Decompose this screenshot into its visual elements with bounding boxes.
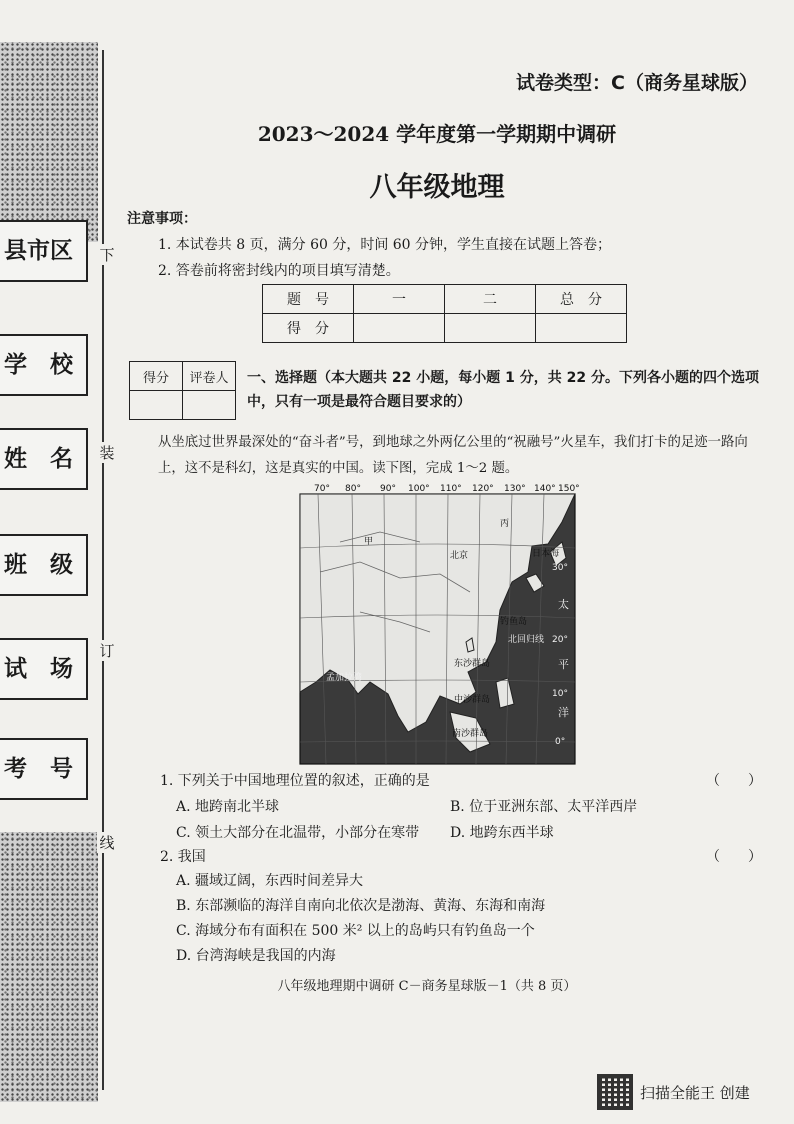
score-header-part2: 二 xyxy=(445,285,536,314)
score-header-part1: 一 xyxy=(354,285,445,314)
lon-label: 90° xyxy=(380,484,396,494)
label-pacific-3: 洋 xyxy=(558,706,569,719)
lon-label: 150° xyxy=(558,484,580,494)
field-exam-number: 考 号 xyxy=(0,738,88,800)
field-class: 班 级 xyxy=(0,534,88,596)
label-sea-of-japan: 日本海 xyxy=(532,549,560,559)
label-tropic: 北回归线 xyxy=(508,635,545,645)
binding-pattern-bottom xyxy=(0,832,98,1102)
lon-label: 130° xyxy=(504,484,526,494)
grader-score-label: 得分 xyxy=(130,362,183,391)
label-dongsha: 东沙群岛 xyxy=(454,659,491,669)
label-bay-of-bengal: 孟加拉湾 xyxy=(326,673,363,683)
score-cell[interactable] xyxy=(536,314,627,343)
map-svg xyxy=(300,482,580,764)
section-heading: 一、选择题（本大题共 22 小题，每小题 1 分，共 22 分。下列各小题的四个选项中，只有一项是最符合题目要求的） xyxy=(247,370,759,410)
notes-heading: 注意事项： xyxy=(127,211,197,227)
china-location-map xyxy=(300,482,580,764)
note-2: 2. 答卷前将密封线内的项目填写清楚。 xyxy=(158,263,400,279)
lon-label: 80° xyxy=(345,484,361,494)
paper-type: 试卷类型：C（商务星球版） xyxy=(516,72,758,94)
question-2-option-a: A. 疆域辽阔，东西时间差异大 xyxy=(176,873,364,889)
label-bing: 丙 xyxy=(500,519,510,529)
seal-word-4: 线 xyxy=(97,832,117,853)
label-zhongsha: 中沙群岛 xyxy=(454,695,491,705)
score-cell[interactable] xyxy=(354,314,445,343)
lon-label: 140° xyxy=(534,484,556,494)
question-2-option-c: C. 海域分布有面积在 500 米² 以上的岛屿只有钓鱼岛一个 xyxy=(176,923,535,939)
question-1-option-a: A. 地跨南北半球 xyxy=(176,799,280,815)
label-pacific-1: 太 xyxy=(558,598,569,611)
label-diaoyu: 钓鱼岛 xyxy=(500,617,528,627)
grader-table xyxy=(129,361,236,420)
score-header-total: 总 分 xyxy=(536,285,627,314)
grader-name-label: 评卷人 xyxy=(183,362,236,391)
score-table xyxy=(262,284,627,343)
lat-label: 20° xyxy=(552,635,568,645)
label-nansha: 南沙群岛 xyxy=(452,729,489,739)
label-jia: 甲 xyxy=(364,537,374,547)
page-footer: 八年级地理期中调研 C－商务星球版－1（共 8 页） xyxy=(277,979,577,994)
lon-label: 110° xyxy=(440,484,462,494)
question-intro: 从坐底过世界最深处的“奋斗者”号，到地球之外两亿公里的“祝融号”火星车，我们打卡的足迹一路向上，这不是科幻，这是真实的中国。读下图，完成 1～2 题。 xyxy=(158,435,748,476)
lat-label: 30° xyxy=(552,563,568,573)
grader-name-cell[interactable] xyxy=(183,391,236,420)
scanner-watermark: 扫描全能王 创建 xyxy=(640,1084,750,1102)
seal-word-3: 订 xyxy=(97,640,117,661)
field-county: 县市区 xyxy=(0,220,88,282)
field-exam-room: 试 场 xyxy=(0,638,88,700)
question-2-answer-slot[interactable]: （ ） xyxy=(706,849,762,865)
question-1-option-d: D. 地跨东西半球 xyxy=(450,825,554,841)
question-2-option-b: B. 东部濒临的海洋自南向北依次是渤海、黄海、东海和南海 xyxy=(176,898,546,914)
question-2-option-d: D. 台湾海峡是我国的内海 xyxy=(176,948,336,964)
qr-code-icon xyxy=(597,1074,633,1110)
field-name: 姓 名 xyxy=(0,428,88,490)
score-header-label: 题 号 xyxy=(263,285,354,314)
label-pacific-2: 平 xyxy=(558,658,569,671)
exam-title: 2023～2024 学年度第一学期期中调研 xyxy=(257,122,617,146)
question-1-option-c: C. 领土大部分在北温带，小部分在寒带 xyxy=(176,825,420,841)
seal-word-2: 装 xyxy=(97,442,117,463)
label-beijing: 北京 xyxy=(450,551,469,561)
question-1-stem: 1. 下列关于中国地理位置的叙述，正确的是 xyxy=(160,773,430,789)
score-cell[interactable] xyxy=(445,314,536,343)
subject-title: 八年级地理 xyxy=(369,172,505,203)
lon-label: 70° xyxy=(314,484,330,494)
seal-line xyxy=(102,50,104,1090)
question-1-answer-slot[interactable]: （ ） xyxy=(706,773,762,789)
question-2-stem: 2. 我国 xyxy=(160,849,206,865)
lat-label: 10° xyxy=(552,689,568,699)
note-1: 1. 本试卷共 8 页，满分 60 分，时间 60 分钟，学生直接在试题上答卷； xyxy=(158,237,612,253)
grader-score-cell[interactable] xyxy=(130,391,183,420)
field-school: 学 校 xyxy=(0,334,88,396)
score-row-label: 得 分 xyxy=(263,314,354,343)
question-1-option-b: B. 位于亚洲东部、太平洋西岸 xyxy=(450,799,638,815)
lat-label: 0° xyxy=(555,737,566,747)
lon-label: 120° xyxy=(472,484,494,494)
lon-label: 100° xyxy=(408,484,430,494)
seal-word-1: 下 xyxy=(97,244,117,265)
